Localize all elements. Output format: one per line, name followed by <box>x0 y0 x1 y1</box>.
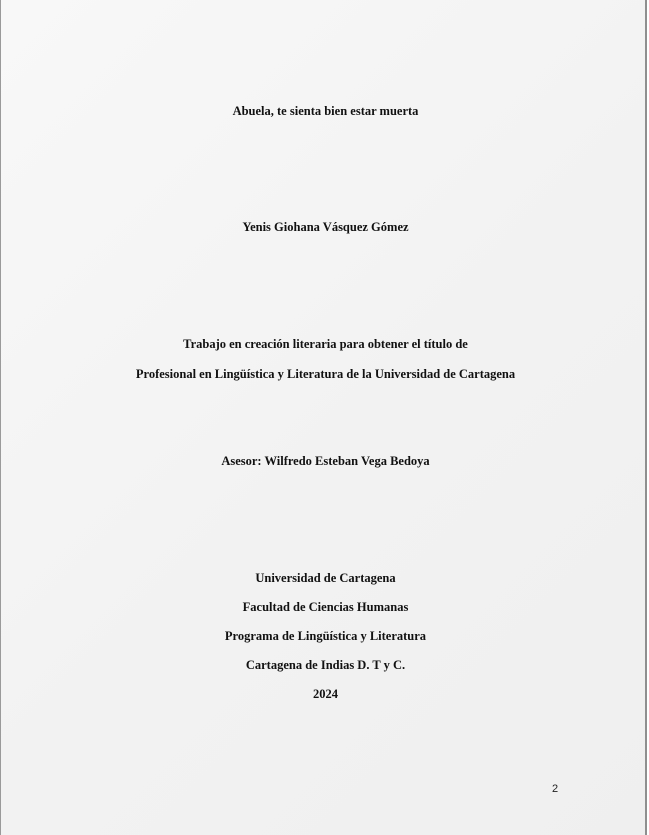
program-name: Programa de Lingüística y Literatura <box>224 629 427 643</box>
year-line: 2024 <box>313 687 338 701</box>
page-number: 2 <box>551 783 559 795</box>
advisor-line: Asesor: Wilfredo Esteban Vega Bedoya <box>221 454 430 468</box>
faculty-name: Facultad de Ciencias Humanas <box>242 600 409 614</box>
university-name: Universidad de Cartagena <box>255 571 396 585</box>
author-name: Yenis Giohana Vásquez Gómez <box>242 220 409 234</box>
purpose-line-2: Profesional en Lingüística y Literatura de la Universidad de Cartagena <box>135 367 516 381</box>
document-title: Abuela, te sienta bien estar muerta <box>232 104 419 118</box>
city-line: Cartagena de Indias D. T y C. <box>245 658 406 672</box>
purpose-line-1: Trabajo en creación literaria para obtener el título de <box>183 337 468 351</box>
